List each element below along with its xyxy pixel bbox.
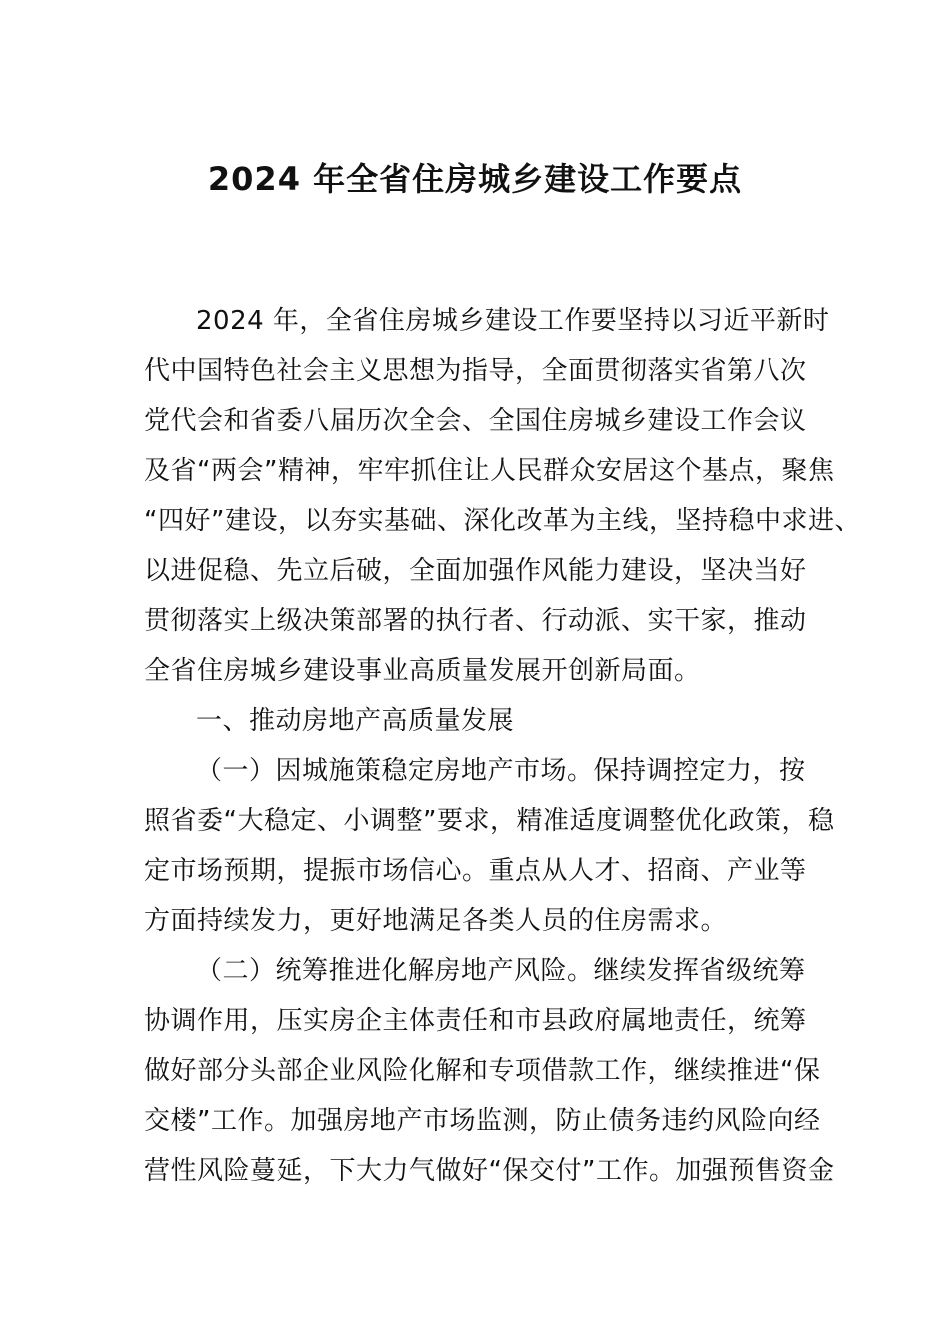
- body-line: 贯彻落实上级决策部署的执行者、行动派、实干家，推动: [144, 606, 807, 636]
- body-line: 方面持续发力，更好地满足各类人员的住房需求。: [144, 906, 728, 936]
- body-line: 及省“两会”精神，牢牢抓住让人民群众安居这个基点，聚焦: [144, 456, 835, 486]
- subsection-line: （二）统筹推进化解房地产风险。继续发挥省级统筹: [196, 956, 806, 986]
- body-line: 做好部分头部企业风险化解和专项借款工作，继续推进“保: [144, 1056, 821, 1086]
- body-line: 定市场预期，提振市场信心。重点从人才、招商、产业等: [144, 856, 807, 886]
- body-line: 以进促稳、先立后破，全面加强作风能力建设，坚决当好: [144, 556, 807, 586]
- body-line: 2024 年，全省住房城乡建设工作要坚持以习近平新时: [196, 306, 830, 336]
- section-heading: 一、推动房地产高质量发展: [196, 706, 515, 736]
- body-line: 党代会和省委八届历次全会、全国住房城乡建设工作会议: [144, 406, 807, 436]
- subsection-line: （一）因城施策稳定房地产市场。保持调控定力，按: [196, 756, 806, 786]
- body-line: 照省委“大稳定、小调整”要求，精准适度调整优化政策，稳: [144, 806, 835, 836]
- body-line: 交楼”工作。加强房地产市场监测，防止债务违约风险向经: [144, 1106, 821, 1136]
- document-title: 2024 年全省住房城乡建设工作要点: [207, 160, 743, 198]
- body-line: 营性风险蔓延，下大力气做好“保交付”工作。加强预售资金: [144, 1156, 835, 1186]
- body-line: 协调作用，压实房企主体责任和市县政府属地责任，统筹: [144, 1006, 807, 1036]
- document-body: [144, 296, 861, 1196]
- body-line: “四好”建设，以夯实基础、深化改革为主线，坚持稳中求进、: [144, 506, 861, 536]
- body-line: 全省住房城乡建设事业高质量发展开创新局面。: [144, 656, 701, 686]
- body-line: 代中国特色社会主义思想为指导，全面贯彻落实省第八次: [144, 356, 807, 386]
